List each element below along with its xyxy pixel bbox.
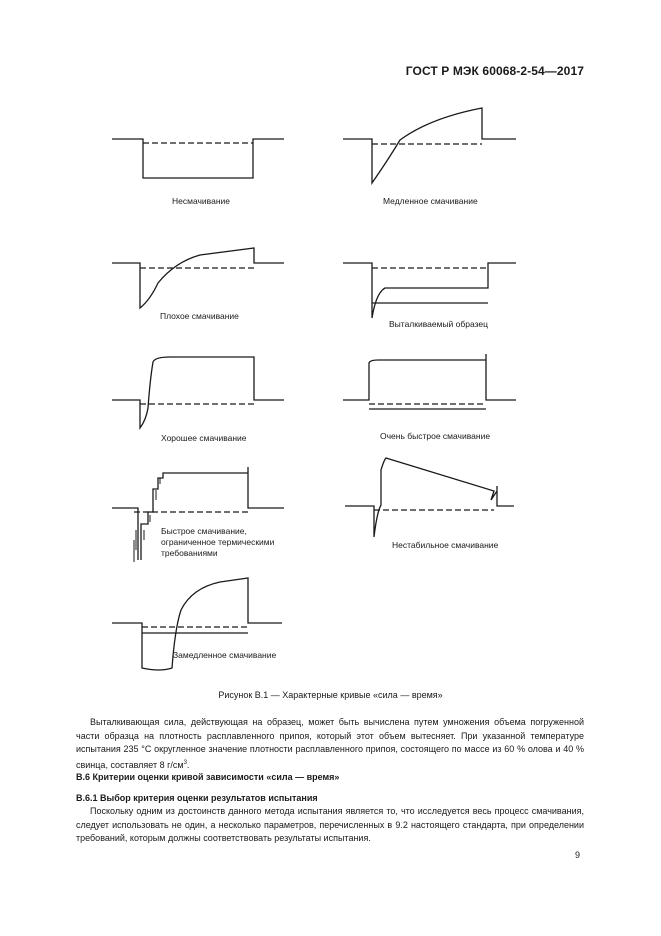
caption-fast-wetting-thermal xyxy=(161,526,274,559)
caption-line: ограниченное термическими xyxy=(161,537,275,547)
caption-slow-wetting: Медленное смачивание xyxy=(383,196,478,206)
caption-poor-wetting: Плохое смачивание xyxy=(160,311,239,321)
caption-line: требованиями xyxy=(161,548,218,558)
buoyancy-paragraph xyxy=(76,716,584,772)
b61-paragraph: Поскольку одним из достоинств данного метода испытания является то, что исследуется весь процесс смачивания, следует использовать не один, а несколько параметров, перечисленных в 9.2 настоящего стандарта, при определении требований, которым должны соответствовать результаты испытания. xyxy=(76,806,584,844)
caption-very-fast-wetting: Очень быстрое смачивание xyxy=(380,431,491,441)
document-header: ГОСТ Р МЭК 60068-2-54—2017 xyxy=(405,64,584,78)
caption-good-wetting: Хорошее смачивание xyxy=(161,433,247,443)
curve-good-wetting xyxy=(112,357,284,428)
curve-slow-wetting xyxy=(343,108,516,183)
curve-very-fast-wetting xyxy=(343,354,516,409)
paragraph-text: Выталкивающая сила, действующая на образец, может быть вычислена путем умножения объема погруженной части образца на плотность расплавленного припоя, который этот объем вытесняет. При указанной температуре испытания 235 °С округленное значение плотности расплавленного припоя, состоящего по массе из 60 % олова и 40 % свинца, составляет 8 г/см xyxy=(76,717,584,770)
section-heading-b61: В.6.1 Выбор критерия оценки результатов испытания xyxy=(76,793,318,803)
curve-poor-wetting xyxy=(112,248,284,308)
superscript-exponent: 3 xyxy=(183,759,187,766)
caption-delayed-wetting: Замедленное смачивание xyxy=(173,650,277,660)
curve-unstable-wetting xyxy=(345,458,514,537)
curve-non-wetting xyxy=(112,139,284,178)
caption-unstable-wetting: Нестабильное смачивание xyxy=(392,540,499,550)
page-number: 9 xyxy=(575,850,581,860)
paragraph-period: . xyxy=(186,759,190,770)
section-heading-b6: В.6 Критерии оценки кривой зависимости «сила — время» xyxy=(76,772,340,782)
caption-buoyant-sample: Выталкиваемый образец xyxy=(389,319,489,329)
curve-buoyant-sample xyxy=(343,263,516,318)
caption-line: Быстрое смачивание, xyxy=(161,526,247,536)
figure-title: Рисунок B.1 — Характерные кривые «сила — время» xyxy=(218,690,443,700)
caption-non-wetting: Несмачивание xyxy=(172,196,230,206)
